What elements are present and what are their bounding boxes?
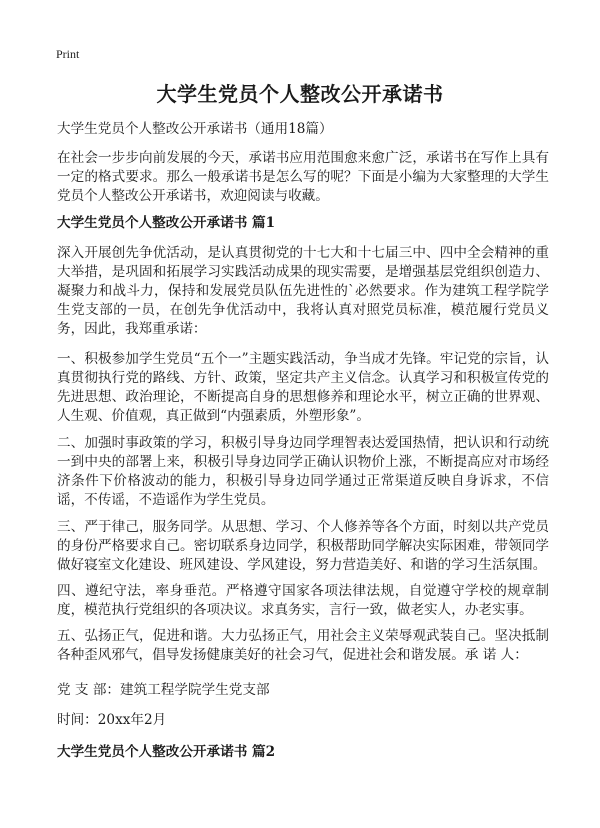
print-link[interactable]: Print xyxy=(56,47,80,61)
item3-block xyxy=(57,518,549,575)
document-subtitle: 大学生党员个人整改公开承诺书（通用18篇） xyxy=(57,121,333,137)
branch-block xyxy=(57,681,549,700)
item5-block xyxy=(57,627,549,665)
page-title: 大学生党员个人整改公开承诺书 xyxy=(156,82,444,106)
section-heading: 大学生党员个人整改公开承诺书 篇2 xyxy=(57,744,276,760)
pledge-item-4: 四、遵纪守法，率身垂范。严格遵守国家各项法律法规，自觉遵守学校的规章制度，模范执行党组织的各项决议。求真务实，言行一致，做老实人，办老实事。 xyxy=(57,583,549,618)
date-line: 时间：20xx年2月 xyxy=(57,712,167,728)
pledge-item-3: 三、严于律己，服务同学。从思想、学习、个人修养等各个方面，时刻以共产党员的身份严格要求自己。密切联系身边同学，积极帮助同学解决实际困难，带领同学做好寝室文化建设、班风建设、学风建设，努力营造美好、和谐的学习生活氛围。 xyxy=(57,519,549,573)
party-branch-line: 党 支 部：建筑工程学院学生党支部 xyxy=(57,682,270,698)
item1-block xyxy=(57,350,549,426)
item2-block xyxy=(57,434,549,510)
section1-heading-block xyxy=(57,214,549,233)
body-paragraph: 深入开展创先争优活动，是认真贯彻党的十七大和十七届三中、四中全会精神的重大举措，是巩固和拓展学习实践活动成果的现实需要，是增强基层党组织创造力、凝聚力和战斗力，保持和发展党员队伍先进性的`必然要求。作为建筑工程学院学生党支部的一员，在创先争优活动中，我将认真对照党员标准，模范履行党员义务，因此，我郑重承诺： xyxy=(57,245,549,337)
section2-heading-block xyxy=(57,743,549,762)
pledge-item-1: 一、积极参加学生党员“五个一”主题实践活动，争当成才先锋。牢记党的宗旨，认真贯彻执行党的路线、方针、政策，坚定共产主义信念。认真学习和积极宣传党的先进思想、政治理论，不断提高自身的思想修养和理论水平，树立正确的世界观、人生观、价值观，真正做到“内强素质，外塑形象”。 xyxy=(57,351,549,424)
date-block xyxy=(57,711,549,730)
pledge-item-2: 二、加强时事政策的学习，积极引导身边同学理智表达爱国热情，把认识和行动统一到中央的部署上来，积极引导身边同学正确认识物价上涨，不断提高应对市场经济条件下价格波动的能力，积极引导身边同学通过正常渠道反映自身诉求，不信谣，不传谣，不造谣作为学生党员。 xyxy=(57,435,549,508)
intro-block xyxy=(57,149,549,206)
item4-block xyxy=(57,582,549,620)
section1-para1-block xyxy=(57,244,549,339)
subtitle-block xyxy=(57,120,549,139)
pledge-item-5: 五、弘扬正气，促进和谐。大力弘扬正气，用社会主义荣辱观武装自己。坚决抵制各种歪风邪气，倡导发扬健康美好的社会习气，促进社会和谐发展。承 诺 人： xyxy=(57,628,549,663)
section-heading: 大学生党员个人整改公开承诺书 篇1 xyxy=(57,215,276,231)
intro-paragraph: 在社会一步步向前发展的今天，承诺书应用范围愈来愈广泛，承诺书在写作上具有一定的格式要求。那么一般承诺书是怎么写的呢？下面是小编为大家整理的大学生党员个人整改公开承诺书，欢迎阅读与收藏。 xyxy=(57,150,549,204)
